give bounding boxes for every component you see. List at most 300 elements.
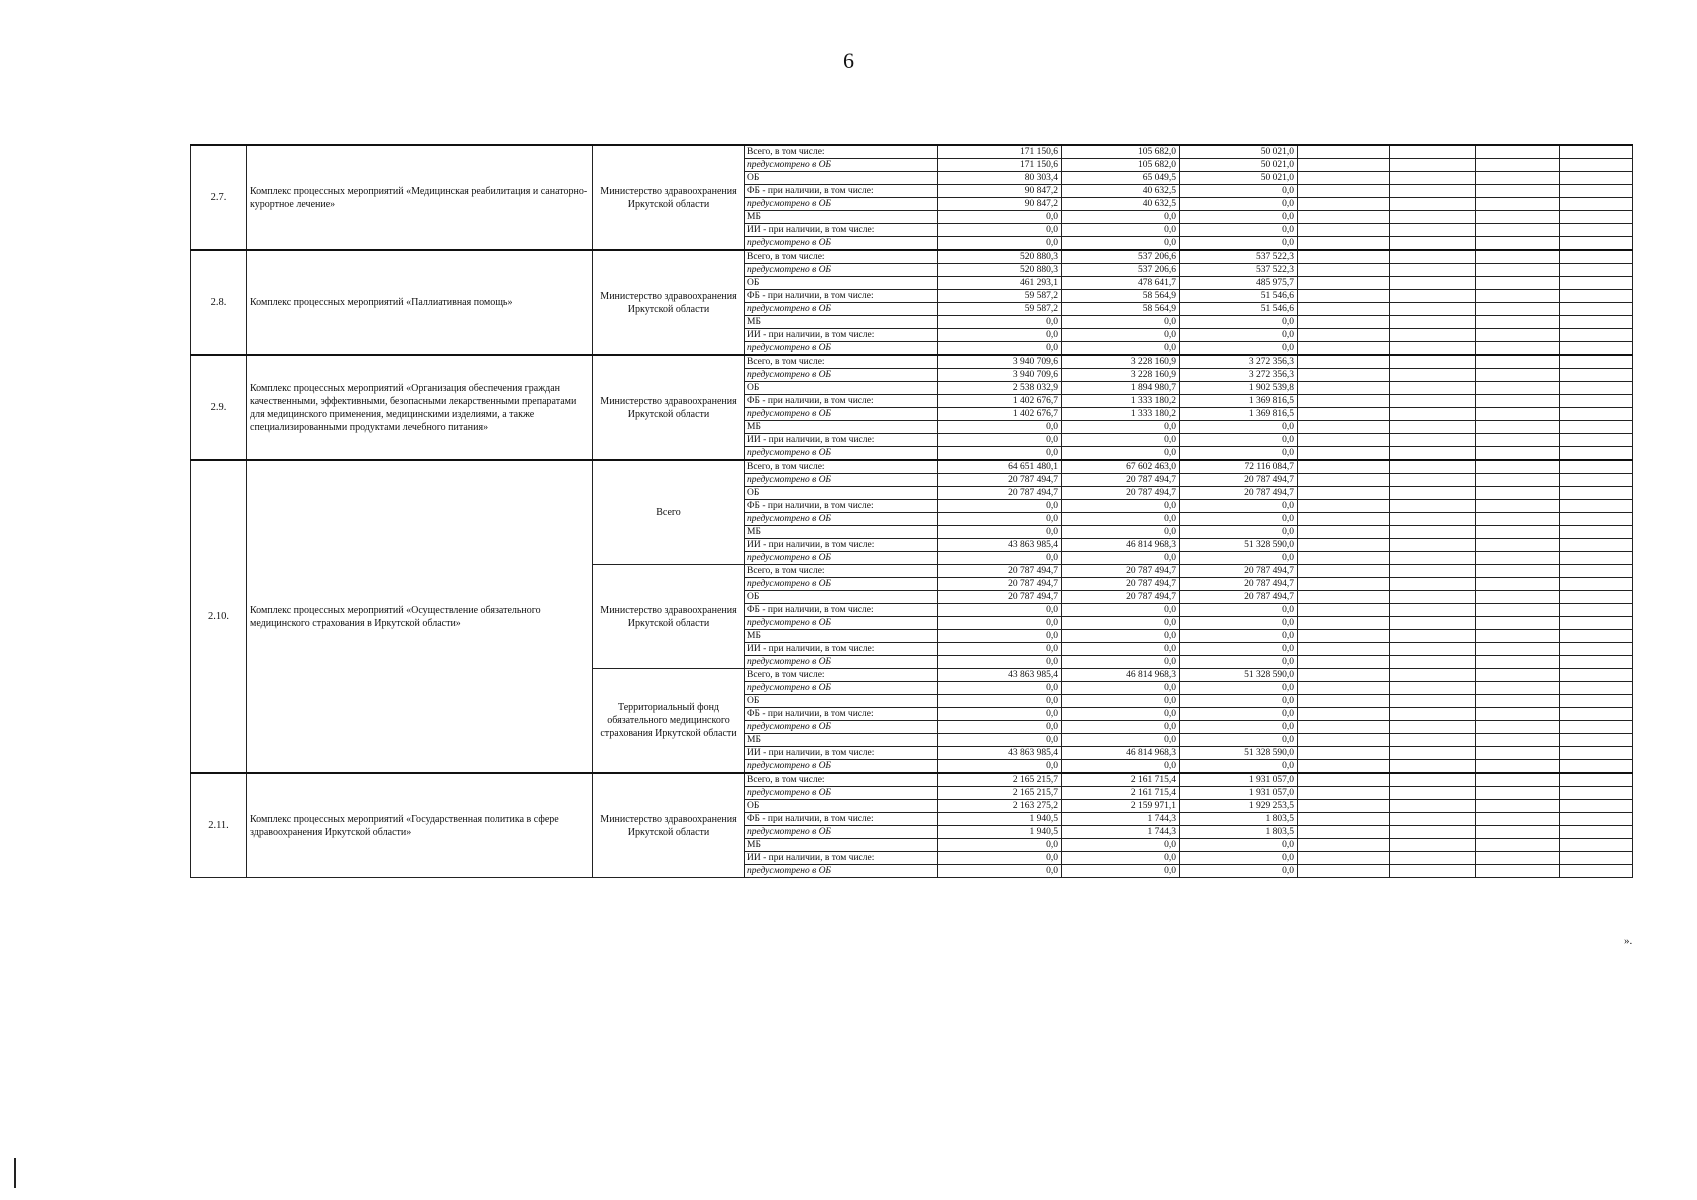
amount-cell: 0,0 [1180,760,1298,774]
empty-cell [1390,145,1476,159]
amount-cell: 0,0 [1062,721,1180,734]
empty-cell [1298,224,1390,237]
empty-cell [1476,643,1560,656]
funding-source-label: предусмотрено в ОБ [745,303,938,316]
amount-cell: 0,0 [1062,839,1180,852]
amount-cell: 1 894 980,7 [1062,382,1180,395]
amount-cell: 20 787 494,7 [1180,487,1298,500]
executor-name: Всего [593,460,745,565]
empty-cell [1390,460,1476,474]
amount-cell: 0,0 [1180,526,1298,539]
amount-cell: 0,0 [1062,617,1180,630]
empty-cell [1560,460,1633,474]
amount-cell: 0,0 [938,237,1062,251]
amount-cell: 3 940 709,6 [938,355,1062,369]
empty-cell [1298,800,1390,813]
empty-cell [1476,277,1560,290]
amount-cell: 520 880,3 [938,250,1062,264]
amount-cell: 51 328 590,0 [1180,747,1298,760]
empty-cell [1298,355,1390,369]
amount-cell: 90 847,2 [938,185,1062,198]
amount-cell: 0,0 [1180,237,1298,251]
amount-cell: 520 880,3 [938,264,1062,277]
amount-cell: 20 787 494,7 [938,578,1062,591]
empty-cell [1298,760,1390,774]
amount-cell: 0,0 [938,211,1062,224]
amount-cell: 171 150,6 [938,159,1062,172]
empty-cell [1390,539,1476,552]
empty-cell [1476,656,1560,669]
amount-cell: 43 863 985,4 [938,747,1062,760]
amount-cell: 1 931 057,0 [1180,773,1298,787]
amount-cell: 20 787 494,7 [1062,474,1180,487]
funding-source-label: предусмотрено в ОБ [745,369,938,382]
empty-cell [1476,865,1560,878]
amount-cell: 0,0 [938,721,1062,734]
empty-cell [1298,669,1390,682]
section-code: 2.7. [191,145,247,250]
empty-cell [1476,721,1560,734]
funding-source-label: МБ [745,630,938,643]
funding-source-label: ФБ - при наличии, в том числе: [745,290,938,303]
empty-cell [1390,813,1476,826]
empty-cell [1298,329,1390,342]
amount-cell: 1 333 180,2 [1062,408,1180,421]
amount-cell: 0,0 [1062,224,1180,237]
empty-cell [1298,421,1390,434]
empty-cell [1476,787,1560,800]
empty-cell [1560,721,1633,734]
amount-cell: 0,0 [1180,617,1298,630]
empty-cell [1298,826,1390,839]
empty-cell [1298,185,1390,198]
funding-source-label: предусмотрено в ОБ [745,682,938,695]
empty-cell [1298,865,1390,878]
section-code: 2.8. [191,250,247,355]
empty-cell [1390,695,1476,708]
empty-cell [1476,760,1560,774]
amount-cell: 0,0 [1062,421,1180,434]
empty-cell [1560,643,1633,656]
empty-cell [1298,787,1390,800]
amount-cell: 0,0 [1062,552,1180,565]
empty-cell [1390,421,1476,434]
empty-cell [1298,460,1390,474]
amount-cell: 0,0 [938,316,1062,329]
empty-cell [1476,813,1560,826]
funding-source-label: МБ [745,526,938,539]
empty-cell [1476,421,1560,434]
empty-cell [1476,434,1560,447]
amount-cell: 0,0 [938,852,1062,865]
empty-cell [1560,329,1633,342]
empty-cell [1476,773,1560,787]
empty-cell [1298,565,1390,578]
funding-source-label: МБ [745,839,938,852]
empty-cell [1390,578,1476,591]
amount-cell: 0,0 [1062,211,1180,224]
empty-cell [1298,591,1390,604]
empty-cell [1560,421,1633,434]
funding-source-label: предусмотрено в ОБ [745,578,938,591]
empty-cell [1476,839,1560,852]
funding-source-label: Всего, в том числе: [745,669,938,682]
empty-cell [1390,211,1476,224]
amount-cell: 0,0 [1062,682,1180,695]
empty-cell [1390,773,1476,787]
amount-cell: 105 682,0 [1062,159,1180,172]
amount-cell: 46 814 968,3 [1062,539,1180,552]
empty-cell [1298,395,1390,408]
empty-cell [1560,734,1633,747]
funding-source-label: МБ [745,316,938,329]
funding-source-label: Всего, в том числе: [745,773,938,787]
funding-source-label: МБ [745,421,938,434]
empty-cell [1298,747,1390,760]
amount-cell: 0,0 [1062,513,1180,526]
executor-name: Министерство здравоохранения Иркутской области [593,773,745,878]
empty-cell [1476,565,1560,578]
empty-cell [1390,826,1476,839]
funding-source-label: ИИ - при наличии, в том числе: [745,643,938,656]
empty-cell [1390,474,1476,487]
empty-cell [1476,408,1560,421]
executor-name: Территориальный фонд обязательного медицинского страхования Иркутской области [593,669,745,774]
empty-cell [1390,747,1476,760]
funding-source-label: предусмотрено в ОБ [745,617,938,630]
amount-cell: 171 150,6 [938,145,1062,159]
empty-cell [1476,264,1560,277]
empty-cell [1560,369,1633,382]
empty-cell [1476,172,1560,185]
funding-source-label: предусмотрено в ОБ [745,865,938,878]
empty-cell [1560,513,1633,526]
empty-cell [1390,224,1476,237]
section-name: Комплекс процессных мероприятий «Медицинская реабилитация и санаторно-курортное лечение» [247,145,593,250]
empty-cell [1476,185,1560,198]
amount-cell: 0,0 [938,604,1062,617]
empty-cell [1390,447,1476,461]
funding-source-label: ОБ [745,695,938,708]
amount-cell: 0,0 [938,342,1062,356]
amount-cell: 65 049,5 [1062,172,1180,185]
empty-cell [1476,630,1560,643]
empty-cell [1390,198,1476,211]
amount-cell: 0,0 [938,526,1062,539]
amount-cell: 0,0 [1062,734,1180,747]
amount-cell: 0,0 [938,513,1062,526]
table-row [191,250,1633,264]
amount-cell: 0,0 [1062,643,1180,656]
empty-cell [1560,224,1633,237]
amount-cell: 1 369 816,5 [1180,395,1298,408]
amount-cell: 0,0 [938,617,1062,630]
empty-cell [1560,145,1633,159]
funding-source-label: предусмотрено в ОБ [745,408,938,421]
empty-cell [1390,395,1476,408]
amount-cell: 0,0 [1180,342,1298,356]
amount-cell: 2 161 715,4 [1062,773,1180,787]
amount-cell: 1 744,3 [1062,826,1180,839]
empty-cell [1390,500,1476,513]
amount-cell: 0,0 [1180,708,1298,721]
empty-cell [1390,734,1476,747]
empty-cell [1560,342,1633,356]
executor-name: Министерство здравоохранения Иркутской области [593,355,745,460]
empty-cell [1560,316,1633,329]
empty-cell [1390,721,1476,734]
funding-source-label: Всего, в том числе: [745,460,938,474]
amount-cell: 485 975,7 [1180,277,1298,290]
amount-cell: 20 787 494,7 [1180,565,1298,578]
amount-cell: 0,0 [938,630,1062,643]
amount-cell: 537 522,3 [1180,264,1298,277]
amount-cell: 0,0 [1062,695,1180,708]
empty-cell [1476,500,1560,513]
funding-source-label: Всего, в том числе: [745,145,938,159]
empty-cell [1476,342,1560,356]
empty-cell [1476,526,1560,539]
page-number: 6 [843,48,854,73]
empty-cell [1390,552,1476,565]
empty-cell [1390,185,1476,198]
empty-cell [1298,839,1390,852]
empty-cell [1298,852,1390,865]
amount-cell: 0,0 [938,224,1062,237]
amount-cell: 0,0 [1180,734,1298,747]
amount-cell: 0,0 [938,682,1062,695]
amount-cell: 51 546,6 [1180,303,1298,316]
amount-cell: 0,0 [1062,500,1180,513]
empty-cell [1298,708,1390,721]
amount-cell: 40 632,5 [1062,185,1180,198]
amount-cell: 0,0 [1180,185,1298,198]
amount-cell: 58 564,9 [1062,303,1180,316]
empty-cell [1390,159,1476,172]
amount-cell: 0,0 [1180,224,1298,237]
amount-cell: 3 228 160,9 [1062,355,1180,369]
empty-cell [1298,237,1390,251]
empty-cell [1298,382,1390,395]
amount-cell: 20 787 494,7 [938,591,1062,604]
section-name: Комплекс процессных мероприятий «Организация обеспечения граждан качественными, эффективными, безопасными лекарственными препаратами для медицинского применения, медицинскими изделиями, а также специализированными продуктами лечебного питания» [247,355,593,460]
amount-cell: 0,0 [1180,630,1298,643]
empty-cell [1560,185,1633,198]
section-name: Комплекс процессных мероприятий «Государственная политика в сфере здравоохранения Иркутской области» [247,773,593,878]
amount-cell: 0,0 [1062,865,1180,878]
empty-cell [1476,145,1560,159]
empty-cell [1476,159,1560,172]
funding-source-label: МБ [745,211,938,224]
empty-cell [1298,513,1390,526]
section-code: 2.9. [191,355,247,460]
empty-cell [1560,852,1633,865]
section-name: Комплекс процессных мероприятий «Паллиативная помощь» [247,250,593,355]
empty-cell [1560,708,1633,721]
amount-cell: 0,0 [1062,708,1180,721]
empty-cell [1298,734,1390,747]
amount-cell: 2 159 971,1 [1062,800,1180,813]
executor-name: Министерство здравоохранения Иркутской области [593,250,745,355]
funding-source-label: Всего, в том числе: [745,355,938,369]
funding-source-label: предусмотрено в ОБ [745,447,938,461]
empty-cell [1560,865,1633,878]
empty-cell [1390,237,1476,251]
empty-cell [1298,539,1390,552]
empty-cell [1560,198,1633,211]
amount-cell: 2 163 275,2 [938,800,1062,813]
empty-cell [1476,539,1560,552]
empty-cell [1560,565,1633,578]
amount-cell: 0,0 [938,500,1062,513]
empty-cell [1476,852,1560,865]
empty-cell [1390,604,1476,617]
empty-cell [1560,264,1633,277]
funding-source-label: ФБ - при наличии, в том числе: [745,708,938,721]
funding-source-label: предусмотрено в ОБ [745,513,938,526]
empty-cell [1476,591,1560,604]
amount-cell: 59 587,2 [938,290,1062,303]
amount-cell: 0,0 [1180,500,1298,513]
empty-cell [1560,277,1633,290]
empty-cell [1298,172,1390,185]
empty-cell [1560,355,1633,369]
amount-cell: 0,0 [938,447,1062,461]
amount-cell: 51 328 590,0 [1180,539,1298,552]
amount-cell: 0,0 [1180,604,1298,617]
empty-cell [1560,682,1633,695]
amount-cell: 0,0 [1180,421,1298,434]
amount-cell: 0,0 [1062,526,1180,539]
amount-cell: 0,0 [938,734,1062,747]
empty-cell [1298,369,1390,382]
empty-cell [1476,487,1560,500]
empty-cell [1390,434,1476,447]
empty-cell [1298,159,1390,172]
empty-cell [1298,773,1390,787]
funding-source-label: МБ [745,734,938,747]
amount-cell: 51 328 590,0 [1180,669,1298,682]
empty-cell [1476,513,1560,526]
amount-cell: 0,0 [1062,447,1180,461]
empty-cell [1560,826,1633,839]
amount-cell: 3 272 356,3 [1180,355,1298,369]
amount-cell: 0,0 [938,434,1062,447]
amount-cell: 0,0 [1062,852,1180,865]
empty-cell [1390,617,1476,630]
funding-source-label: ОБ [745,487,938,500]
empty-cell [1476,250,1560,264]
empty-cell [1390,369,1476,382]
amount-cell: 3 272 356,3 [1180,369,1298,382]
amount-cell: 0,0 [1062,342,1180,356]
amount-cell: 1 402 676,7 [938,408,1062,421]
amount-cell: 67 602 463,0 [1062,460,1180,474]
empty-cell [1560,839,1633,852]
empty-cell [1298,474,1390,487]
empty-cell [1390,760,1476,774]
empty-cell [1476,826,1560,839]
empty-cell [1298,250,1390,264]
amount-cell: 0,0 [938,656,1062,669]
amount-cell: 20 787 494,7 [938,565,1062,578]
empty-cell [1298,342,1390,356]
amount-cell: 1 369 816,5 [1180,408,1298,421]
empty-cell [1298,487,1390,500]
funding-source-label: Всего, в том числе: [745,565,938,578]
amount-cell: 0,0 [1180,682,1298,695]
empty-cell [1390,643,1476,656]
amount-cell: 1 940,5 [938,813,1062,826]
funding-source-label: ОБ [745,172,938,185]
amount-cell: 20 787 494,7 [1180,591,1298,604]
amount-cell: 0,0 [938,421,1062,434]
empty-cell [1298,145,1390,159]
funding-source-label: Всего, в том числе: [745,250,938,264]
empty-cell [1476,369,1560,382]
amount-cell: 2 165 215,7 [938,773,1062,787]
empty-cell [1298,695,1390,708]
table-row [191,145,1633,159]
amount-cell: 0,0 [1180,852,1298,865]
empty-cell [1476,329,1560,342]
empty-cell [1390,250,1476,264]
amount-cell: 20 787 494,7 [1180,578,1298,591]
amount-cell: 1 803,5 [1180,813,1298,826]
empty-cell [1476,198,1560,211]
amount-cell: 1 402 676,7 [938,395,1062,408]
empty-cell [1560,760,1633,774]
funding-source-label: предусмотрено в ОБ [745,826,938,839]
empty-cell [1476,604,1560,617]
empty-cell [1298,211,1390,224]
amount-cell: 0,0 [1062,604,1180,617]
empty-cell [1390,787,1476,800]
amount-cell: 72 116 084,7 [1180,460,1298,474]
empty-cell [1298,408,1390,421]
empty-cell [1476,303,1560,316]
empty-cell [1560,526,1633,539]
amount-cell: 537 206,6 [1062,264,1180,277]
empty-cell [1560,172,1633,185]
empty-cell [1476,734,1560,747]
funding-source-label: ИИ - при наличии, в том числе: [745,852,938,865]
empty-cell [1560,591,1633,604]
amount-cell: 0,0 [1180,434,1298,447]
empty-cell [1560,395,1633,408]
executor-name: Министерство здравоохранения Иркутской области [593,565,745,669]
funding-source-label: предусмотрено в ОБ [745,656,938,669]
empty-cell [1390,865,1476,878]
empty-cell [1560,474,1633,487]
empty-cell [1560,800,1633,813]
funding-source-label: ОБ [745,591,938,604]
empty-cell [1476,211,1560,224]
empty-cell [1390,290,1476,303]
amount-cell: 0,0 [1180,198,1298,211]
amount-cell: 20 787 494,7 [1062,565,1180,578]
amount-cell: 0,0 [1180,839,1298,852]
amount-cell: 0,0 [1180,329,1298,342]
empty-cell [1298,604,1390,617]
funding-source-label: предусмотрено в ОБ [745,552,938,565]
empty-cell [1560,211,1633,224]
amount-cell: 1 940,5 [938,826,1062,839]
amount-cell: 0,0 [938,839,1062,852]
funding-source-label: предусмотрено в ОБ [745,198,938,211]
amount-cell: 0,0 [1180,695,1298,708]
empty-cell [1390,839,1476,852]
